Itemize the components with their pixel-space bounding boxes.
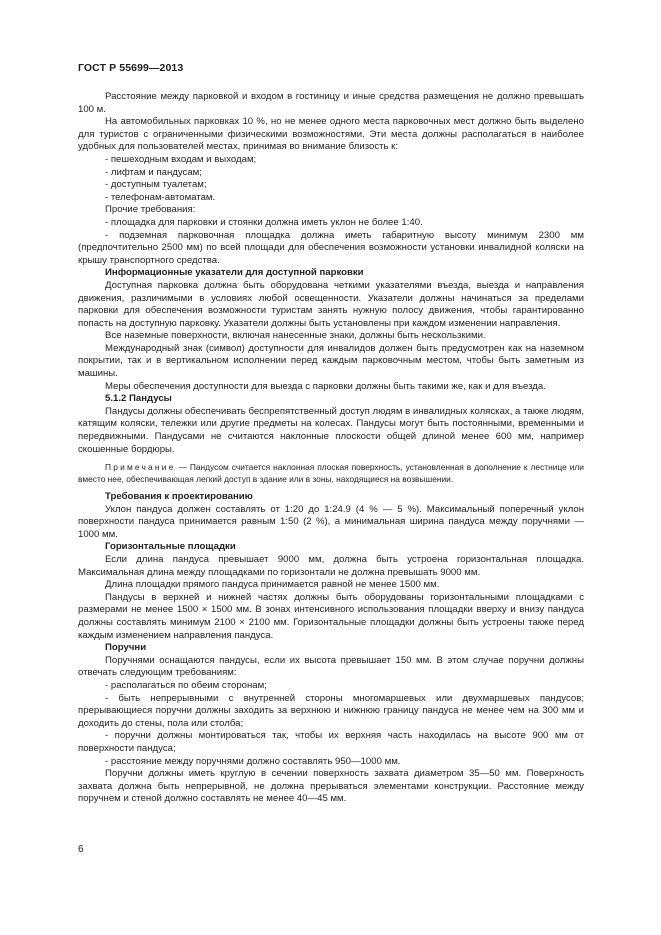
list-item: - быть непрерывными с внутренней стороны многомаршевых или двухмаршевых пандусов; прерывающиеся поручни должны заходить за верхнюю и нижнюю границу пандуса не менее чем на 300 мм и доходить до стены, пола или столба; [78,692,584,729]
list-item: - доступным туалетам; [105,179,207,191]
section-heading: Информационные указатели для доступной парковки [105,267,364,279]
paragraph: Пандусы в верхней и нижней частях должны быть оборудованы горизонтальными площадками с размерами не менее 1500 × 1500 мм. В зонах интенсивного использования площадки вверху и внизу пандуса должны составлять минимум 2100 × 2100 мм. Горизонтальные площадки должны быть устроены также перед каждым изменением направления пандуса. [78,591,584,641]
paragraph: Прочие требования: [105,204,196,216]
list-item: - поручни должны монтироваться так, чтобы их верхняя часть находилась на высоте 900 мм от поверхности пандуса; [78,730,584,754]
page-number: 6 [78,844,84,855]
list-item: - площадка для парковки и стоянки должна иметь уклон не более 1:40. [105,216,423,228]
section-heading: Поручни [105,642,147,654]
paragraph: Длина площадки прямого пандуса принимается равной не менее 1500 мм. [105,579,440,591]
list-item: - телефонам-автоматам. [105,191,216,203]
note [78,462,584,485]
section-heading: Требования к проектированию [105,491,253,503]
note-label: Примечание [105,462,176,473]
paragraph: Поручнями оснащаются пандусы, если их высота превышает 150 мм. В этом случае поручни должны отвечать следующим требованиям: [78,654,584,679]
paragraph: Доступная парковка должна быть оборудована четкими указателями въезда, выезда и направления движения, различимыми в условиях любой освещенности. Указатели должны начинаться за пределами парковки для обеспечения возможности туристам занять нужную полосу движения, чтобы гарантированно попасть на доступную парковку. Указатели должны быть установлены при каждом изменении направления. [78,279,584,329]
list-item: - лифтам и пандусам; [105,166,202,178]
paragraph: Расстояние между парковкой и входом в гостиницу и иные средства размещения не должно превышать 100 м. [78,91,584,115]
list-item: - располагаться по обеим сторонам; [105,679,267,691]
paragraph: Все наземные поверхности, включая нанесенные знаки, должны быть нескользкими. [105,330,486,342]
note-text: — Пандусом считается наклонная плоская поверхность, установленная в дополнение к лестнице или вместо нее, обеспечивающая легкий доступ в здание или в зоны, находящиеся на возвышении. [78,462,584,484]
paragraph: Пандусы должны обеспечивать беспрепятственный доступ людям в инвалидных колясках, а также людям, катящим коляски, тележки или другие предметы на колесах. Пандусы могут быть постоянными, временными и передвижными. Пандусами не считаются наклонные плоскости общей длиной менее 600 мм, например скошенные бордюры. [78,405,584,455]
paragraph: Меры обеспечения доступности для выезда с парковки должны быть такими же, как и для въезда. [105,380,546,392]
list-item: - пешеходным входам и выходам; [105,153,257,165]
paragraph: Поручни должны иметь круглую в сечении поверхность захвата диаметром 35—50 мм. Поверхность захвата должна быть непрерывной, не должна прерываться элементами конструкции. Расстояние между поручнем и стеной должно составлять не менее 40—45 мм. [78,768,584,805]
paragraph: Если длина пандуса превышает 9000 мм, должна быть устроена горизонтальная площадка. Максимальная длина между площадками по горизонтали не должна превышать 9000 мм. [78,554,584,578]
paragraph: Международный знак (символ) доступности для инвалидов должен быть предусмотрен как на наземном покрытии, так и в вертикальном исполнении перед каждым парковочным местом, чтобы быть заметным из машины. [78,342,584,380]
list-item: - расстояние между поручнями должно составлять 950—1000 мм. [105,755,401,767]
document-body [78,91,584,806]
paragraph: Уклон пандуса должен составлять от 1:20 до 1:24.9 (4 % — 5 %). Максимальный поперечный уклон поверхности пандуса принимается равным 1:50 (2 %), а минимальная ширина пандуса между поручнями — 1000 мм. [78,503,584,540]
section-heading: Горизонтальные площадки [105,541,236,553]
document-header: ГОСТ Р 55699—2013 [78,62,184,74]
list-item: - подземная парковочная площадка должна иметь габаритную высоту минимум 2300 мм (предпочтительно 2500 мм) по всей площади для обеспечения возможности установки инвалидной коляски на крышу транспортного средства. [78,229,584,266]
section-heading: 5.1.2 Пандусы [105,393,172,405]
paragraph: На автомобильных парковках 10 %, но не менее одного места парковочных мест должно быть выделено для туристов с ограниченными физическими возможностями. Эти места должны располагаться в наиболее удобных для пользователей местах, принимая во внимание близость к: [78,116,584,153]
